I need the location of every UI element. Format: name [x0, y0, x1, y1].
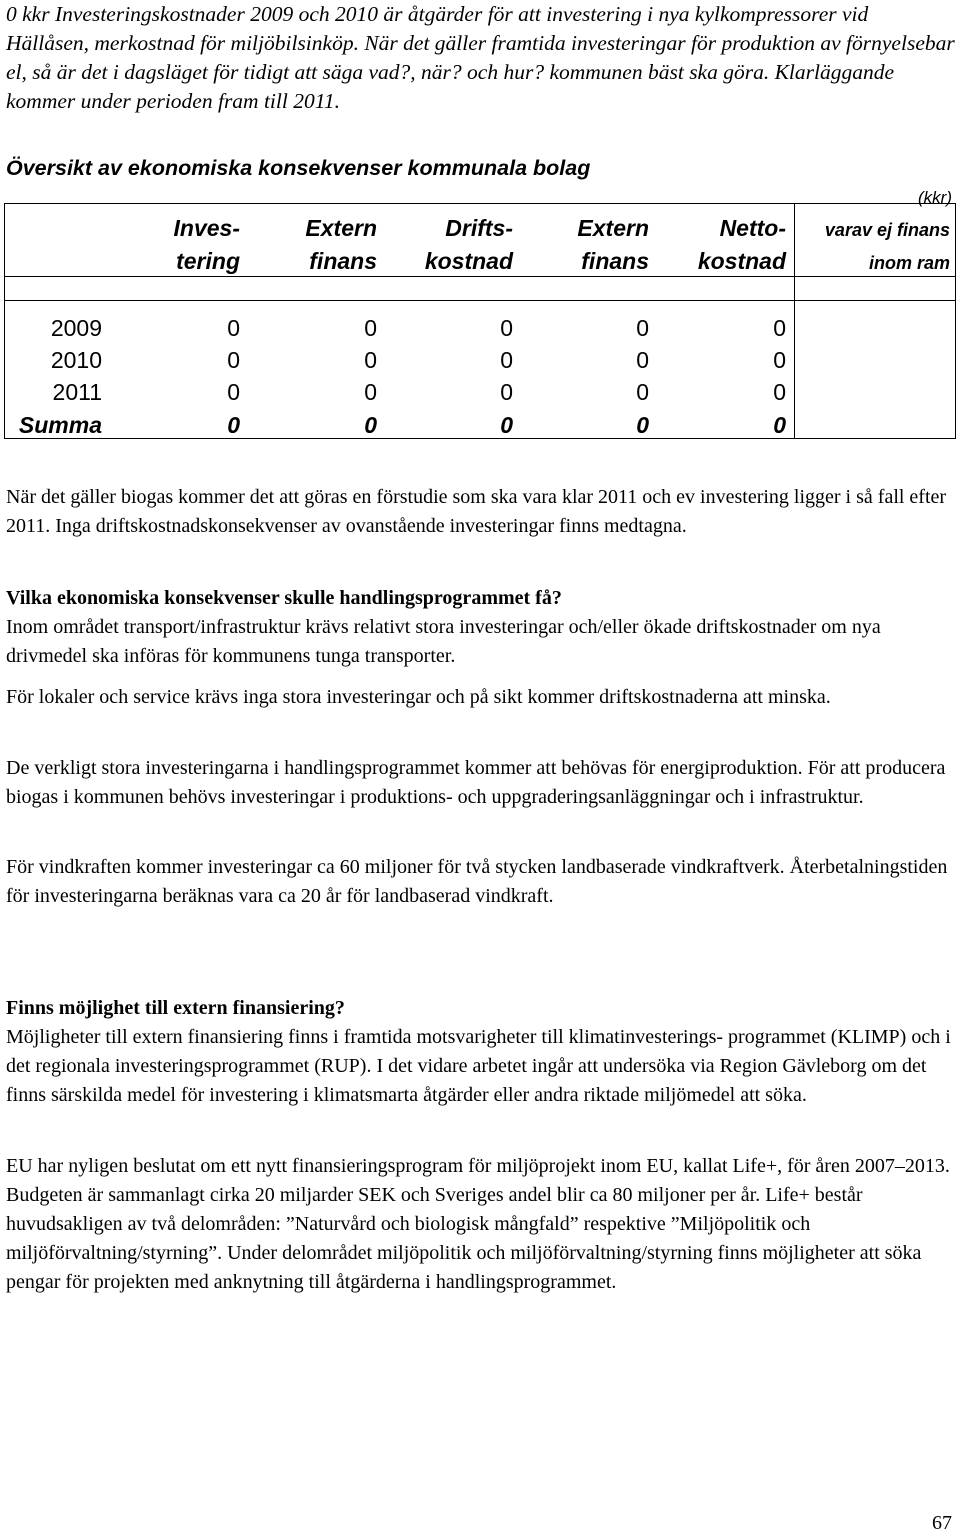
paragraph-eu: EU har nyligen beslutat om ett nytt finansieringsprogram för miljöprojekt inom EU, kallat Life+, för åren 2007–2013. Budgeten är sammanlagt cirka 20 miljarder SEK och Sveriges andel blir ca 80 miljoner per år. Life+ består huvudsakligen av två delområden: ”Naturvård och biologisk mångfald” respektive ”Miljöpolitik och miljöförvaltning/styrning”. Under delområdet miljöpolitik och miljöförvaltning/styrning finns möjligheter att söka pengar för projekten med anknytning till åtgärderna i handlingsprogrammet.: [6, 1155, 950, 1293]
table-cell: 0: [364, 347, 377, 373]
intro-paragraph: 0 kkr Investeringskostnader 2009 och 2010 är åtgärder för att investering i nya kylkompressorer vid Hällåsen, merkostnad för miljöbilsinköp. När det gäller framtida investeringar för produktion av förnyelsebar el, så är det i dagsläget för tidigt att säga vad?, när? och hur? kommunen bäst ska göra. Klarläggande kommer under perioden fram till 2011.: [6, 2, 955, 113]
table-cell-total: 0: [227, 412, 240, 438]
table-cell: 0: [773, 347, 786, 373]
paragraph-lokaler: För lokaler och service krävs inga stora investeringar och på sikt kommer driftskostnaderna att minska.: [6, 686, 831, 708]
table-cell-total: 0: [773, 412, 786, 438]
table-cell-total: 0: [636, 412, 649, 438]
table-cell: 0: [364, 379, 377, 405]
row-label: 2009: [50, 315, 102, 341]
header-driftskostnad: Drifts- kostnad: [424, 215, 513, 274]
question-heading-1: Vilka ekonomiska konsekvenser skulle handlingsprogrammet få?: [6, 587, 562, 609]
table-cell: 0: [500, 379, 513, 405]
paragraph-klimp: Möjligheter till extern finansiering finns i framtida motsvarigheter till klimatinvesterings- programmet (KLIMP) och i det regionala investeringsprogrammet (RUP). I det vidare arbetet ingår att undersöka via Region Gävleborg om det finns särskilda medel för investering i klimatsmarta åtgärder eller andra riktade miljömedel att söka.: [6, 1026, 951, 1106]
table-cell: 0: [773, 315, 786, 341]
table-spacer-divider: [4, 300, 956, 301]
table-column-divider: [794, 203, 795, 439]
table-cell-total: 0: [364, 412, 377, 438]
question-heading-2: Finns möjlighet till extern finansiering?: [6, 997, 345, 1019]
row-label: 2010: [50, 347, 102, 373]
table-cell: 0: [364, 315, 377, 341]
table-cell-total: 0: [500, 412, 513, 438]
header-varav-ej-finans: varav ej finans inom ram: [824, 220, 950, 273]
table-cell: 0: [636, 347, 649, 373]
row-label-summa: Summa: [18, 412, 102, 438]
paragraph-vindkraft: För vindkraften kommer investeringar ca 60 miljoner för två stycken landbaserade vindkraftverk. Återbetalningstiden för investeringarna beräknas vara ca 20 år för landbaserad vindkraft.: [6, 856, 948, 907]
table-cell: 0: [773, 379, 786, 405]
table-cell: 0: [636, 379, 649, 405]
header-extern-finans-2: Extern finans: [577, 215, 649, 274]
header-nettokostnad: Netto- kostnad: [697, 215, 786, 274]
paragraph-energi: De verkligt stora investeringarna i handlingsprogrammet kommer att behövas för energiproduktion. För att producera biogas i kommunen behövs investeringar i produktions- och uppgraderingsanläggningar och i infrastruktur.: [6, 757, 946, 808]
table-cell: 0: [227, 347, 240, 373]
paragraph-biogas: När det gäller biogas kommer det att göras en förstudie som ska vara klar 2011 och ev investering ligger i så fall efter 2011. Inga driftskostnadskonsekvenser av ovanstående investeringar finns medtagna.: [6, 486, 947, 537]
table-heading: Översikt av ekonomiska konsekvenser kommunala bolag: [6, 156, 591, 180]
unit-label: (kkr): [918, 188, 952, 207]
table-cell: 0: [227, 379, 240, 405]
table-cell: 0: [227, 315, 240, 341]
page-number: 67: [932, 1512, 952, 1534]
table-cell: 0: [636, 315, 649, 341]
header-investering: Inves- tering: [173, 215, 240, 274]
table-cell: 0: [500, 347, 513, 373]
header-extern-finans-1: Extern finans: [305, 215, 377, 274]
row-label: 2011: [52, 379, 102, 405]
paragraph-transport: Inom området transport/infrastruktur krävs relativt stora investeringar och/eller ökade driftskostnader om nya drivmedel ska införas för kommunens tunga transporter.: [6, 616, 881, 667]
table-cell: 0: [500, 315, 513, 341]
